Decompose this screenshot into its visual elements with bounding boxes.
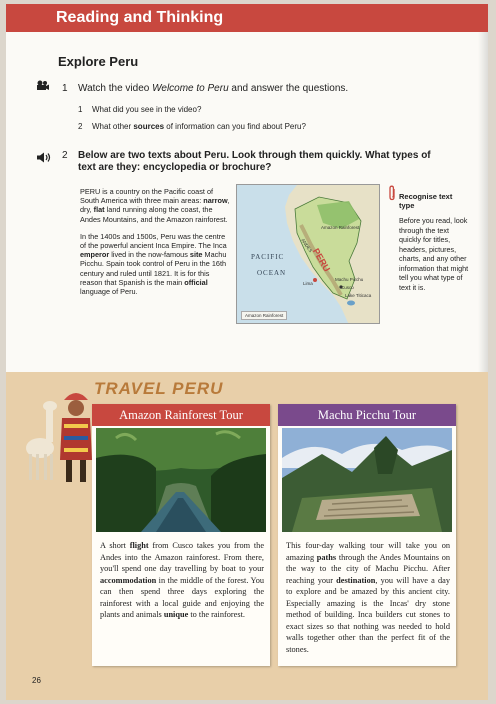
text-run: to the rainforest.: [188, 610, 245, 619]
bold-keyword: flight: [129, 541, 149, 550]
text-run: , dry,: [80, 196, 230, 215]
amazon-tour-card: [92, 404, 270, 666]
question-1-text: What did you see in the video?: [92, 105, 202, 114]
encyclopedia-paragraph-2: [80, 232, 232, 296]
bold-keyword: narrow: [203, 196, 228, 206]
encyclopedia-paragraph-1: [80, 187, 232, 224]
question-1-number: 1: [78, 105, 83, 114]
machu-picchu-photo: [282, 428, 452, 532]
exercise-2-instruction: Below are two texts about Peru. Look through them quickly. What types of text are they: encyclopedia or brochure?: [78, 150, 431, 173]
amazon-river-photo: [96, 428, 266, 532]
tip-body: Before you read, look through the text quickly for titles, headers, pictures, charts, and any other information that might tell you what type of text it is.: [399, 216, 469, 292]
tip-title: Recognise text type: [399, 192, 453, 210]
question-2-number: 2: [78, 122, 83, 131]
bold-keyword: site: [189, 250, 203, 260]
video-title: Welcome to Peru: [152, 83, 229, 94]
map-label-lima: Lima: [303, 281, 313, 286]
peru-map: [236, 184, 380, 324]
bold-keyword: emperor: [80, 250, 110, 260]
page-number: 26: [32, 676, 41, 685]
machu-picchu-tour-card: [278, 404, 456, 666]
video-camera-icon: [36, 80, 50, 94]
llama-and-inca-illustration: [20, 384, 102, 488]
map-label-peru: PERU: [310, 246, 333, 274]
question-2-bold-word: sources: [133, 122, 165, 131]
text-run: language of Peru.: [80, 287, 138, 297]
map-label-ocean: OCEAN: [257, 269, 287, 277]
text-run: PERU is a country on the Pacific coast of South America with three main areas:: [80, 187, 214, 206]
header-title: Reading and Thinking: [56, 9, 224, 26]
question-2-text-before: What other: [92, 122, 134, 131]
bold-keyword: paths: [316, 552, 337, 562]
bold-keyword: destination: [336, 575, 376, 585]
bold-keyword: flat: [93, 205, 105, 215]
map-label-andes: ANDES: [300, 237, 314, 254]
exercise-1-instruction: [78, 83, 438, 94]
map-label-rainforest: Amazon Rainforest: [321, 225, 360, 230]
question-2-text-after: of information can you find about Peru?: [164, 122, 306, 131]
travel-brochure-title: TRAVEL PERU: [94, 379, 224, 398]
text-run: This four-day walking tour will take you on amazing: [286, 541, 450, 562]
audio-speaker-icon: [36, 152, 52, 166]
textbook-page: [6, 4, 488, 700]
machu-picchu-tour-text: [286, 540, 450, 655]
map-legend: Amazon Rainforest: [241, 311, 287, 320]
map-label-machu-picchu: Machu Picchu: [335, 277, 364, 282]
text-run: land running along the coast, the Andes Mountains, and the Amazon rainforest.: [80, 205, 228, 224]
text-run: and answer the questions.: [228, 83, 349, 94]
paperclip-icon: [387, 185, 397, 204]
header-bar: [6, 4, 488, 32]
question-2-text: [92, 122, 306, 131]
encyclopedia-text: [80, 187, 232, 304]
text-run: Machu Picchu. Spain took control of Peru in the 16th century and ruled until 1821. It is for this reason that Spanish is the main: [80, 250, 227, 287]
bold-keyword: unique: [163, 610, 189, 619]
exercise-2-number: 2: [62, 150, 68, 161]
amazon-tour-text: [100, 540, 264, 621]
exercise-1-number: 1: [62, 83, 68, 94]
text-run: Watch the video: [78, 83, 153, 94]
map-label-pacific: PACIFIC: [251, 253, 285, 261]
map-label-lake: Lake Titicaca: [345, 293, 372, 298]
text-run: A short: [100, 541, 130, 550]
text-run: through the Andes Mountains on the way to the city of Machu Picchu. After reaching your: [286, 552, 450, 585]
text-run: in the middle of the forest. You can then spend three days exploring the rainforest with a local guide and enjoying the plants and animals: [100, 575, 264, 619]
map-label-cusco: Cusco: [341, 285, 354, 290]
text-run: lived in the now-famous: [109, 250, 190, 260]
bold-keyword: accommodation: [100, 575, 157, 585]
bold-keyword: official: [184, 277, 208, 287]
text-run: , you will have a day to explore and be amazed by this ancient city. Especially amazing is the Incas' dry stone method of building. Inca builders cut stones to exact sizes so that nothing was needed to hold walls together other than the perfect fit of the stones.: [286, 575, 450, 654]
text-run: In the 1400s and 1500s, Peru was the centre of the powerful ancient Inca Empire. The Inca: [80, 231, 227, 251]
machu-picchu-tour-title: Machu Picchu Tour: [278, 404, 456, 426]
text-run: from Cusco takes you from the Andes into the Amazon rainforest. From there, you'll spend one day travelling by boat to your: [100, 541, 264, 573]
amazon-tour-title: Amazon Rainforest Tour: [92, 404, 270, 426]
section-title: Explore Peru: [58, 54, 139, 69]
